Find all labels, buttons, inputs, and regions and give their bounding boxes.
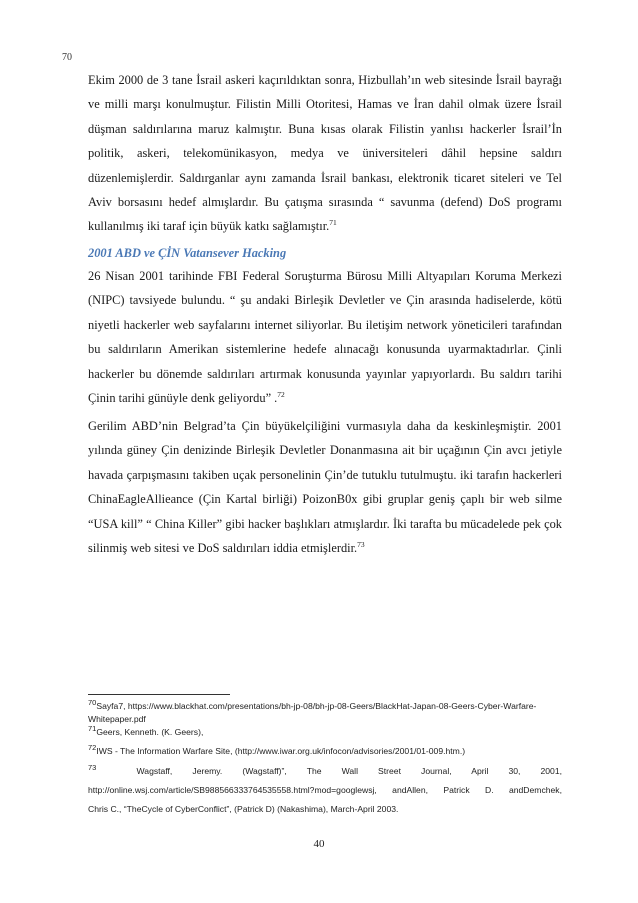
footnote-ref-71[interactable]: 71 (329, 218, 337, 228)
footnote-73-text-2[interactable]: http://online.wsj.com/article/SB988566333764535558.html?mod=googlewsj, andAllen, Patrick D. andDemchek, (88, 785, 562, 795)
footnote-72: $^{72}$IWS - The Information Warfare Site, (http://www.iwar.org.uk/infocon/advisories/2001/01-009.htm.) (88, 743, 466, 756)
footnote-73-text-3: Chris C., “TheCycle of CyberConflict”, (Patrick D) (Nakashima), March-April 2003. (88, 804, 399, 814)
footnote-70-text[interactable]: Sayfa7, https://www.blackhat.com/presentations/bh-jp-08/bh-jp-08-Geers/BlackHat-Japan-08-Geers-Cyber-Warfare-Whitepaper.pdf (88, 701, 537, 724)
footnote-71: $^{71}$Geers, Kenneth. (K. Geers), (88, 724, 204, 737)
paragraph-3-text: Gerilim ABD’nin Belgrad’ta Çin büyükelçiliğini vurmasıyla daha da keskinleşmiştir. 2001 yılında güney Çin denizinde Birleşik Devletler Donanmasına ait bir uçağının Çin avcı jetiyle havada çarpışmasını takiben uçak personelinin Çin’de tutuklu tutulmuştu. iki tarafın hackerleri ChinaEagleAllieance (Çin Kartal birliği) PoizonB0x gibi gruplar geniş çaplı bir web silme “USA kill” “ China Killer” gibi hacker başlıkları atmışlardır. İki tarafta bu mücadelede pek çok silinmiş web sitesi ve DoS saldırıları iddia etmişlerdir. (88, 419, 562, 556)
paragraph-2 (88, 264, 562, 410)
footnote-73-line-1: $^{73}$ Wagstaff, Jeremy. (Wagstaff)”, The Wall Street Journal, April 30, 2001, (88, 763, 563, 776)
section-heading: 2001 ABD ve ÇİN Vatansever Hacking (88, 246, 287, 260)
paragraph-3 (88, 414, 562, 560)
section-heading-block (88, 242, 562, 264)
footnote-73-line-3 (88, 803, 562, 816)
footnote-70: $^{70}$Sayfa7, https://www.blackhat.com/presentations/bh-jp-08/bh-jp-08-Geers/BlackHat-Japan-08-Geers-Cyber-Warfare-Whitepaper.pdf (88, 698, 537, 724)
footnote-71-text: Geers, Kenneth. (K. Geers), (96, 727, 204, 737)
page-number: 40 (313, 838, 325, 850)
footnote-ref-72[interactable]: 72 (277, 389, 285, 399)
footnote-ref-73[interactable]: 73 (357, 539, 365, 549)
page-marker: 70 (62, 52, 72, 63)
footnote-72-text[interactable]: IWS - The Information Warfare Site, (http://www.iwar.org.uk/infocon/advisories/2001/01-009.htm.) (96, 746, 466, 756)
paragraph-1 (88, 68, 562, 239)
paragraph-2-text: 26 Nisan 2001 tarihinde FBI Federal Soruşturma Bürosu Milli Altyapıları Koruma Merkezi (NIPC) tavsiyede bulundu. “ şu andaki Birleşik Devletler ve Çin arasında hadiselerde, kötü niyetli hackerler web sayfalarını internet siliyorlar. Bu iletişim network yöneticileri tarafından bu saldırıların Amerikan sistemlerine hedefe alınacağı konusunda uyarmaktadırlar. Çinli hackerler bu dönemde saldırıları artırmak konusunda yayınlar yapıyorlardı. Bu saldırı tarihi Çinin tarihi günüyle denk geliyordu” . (88, 269, 562, 406)
footnote-separator (88, 694, 230, 695)
footnote-73-text-1: Wagstaff, Jeremy. (Wagstaff)”, The Wall Street Journal, April 30, 2001, (136, 766, 563, 776)
footnote-73-line-2[interactable] (88, 784, 562, 797)
footnotes (88, 700, 562, 816)
paragraph-1-text: Ekim 2000 de 3 tane İsrail askeri kaçırıldıktan sonra, Hizbullah’ın web sitesinde İsrail bayrağı ve milli marşı konulmuştur. Filistin Milli Otoritesi, Hamas ve İran dahil olmak üzere İsrail düşman saldırılarına maruz kalmıştır. Buna kısas olarak Filistin yanlısı hackerler İsrail’İn politik, askeri, telekomünikasyon, medya ve üniversiteleri dâhil hepsine saldırı düzenlemişlerdir. Saldırganlar aynı zamanda İsrail bankası, elektronik ticaret siteleri ve Tel Aviv borsasını hedef almışlardır. Bu çatışma sırasında “ savunma (defend) DoS programı kullanılmış iki taraf için büyük katkı sağlamıştır. (88, 73, 562, 234)
